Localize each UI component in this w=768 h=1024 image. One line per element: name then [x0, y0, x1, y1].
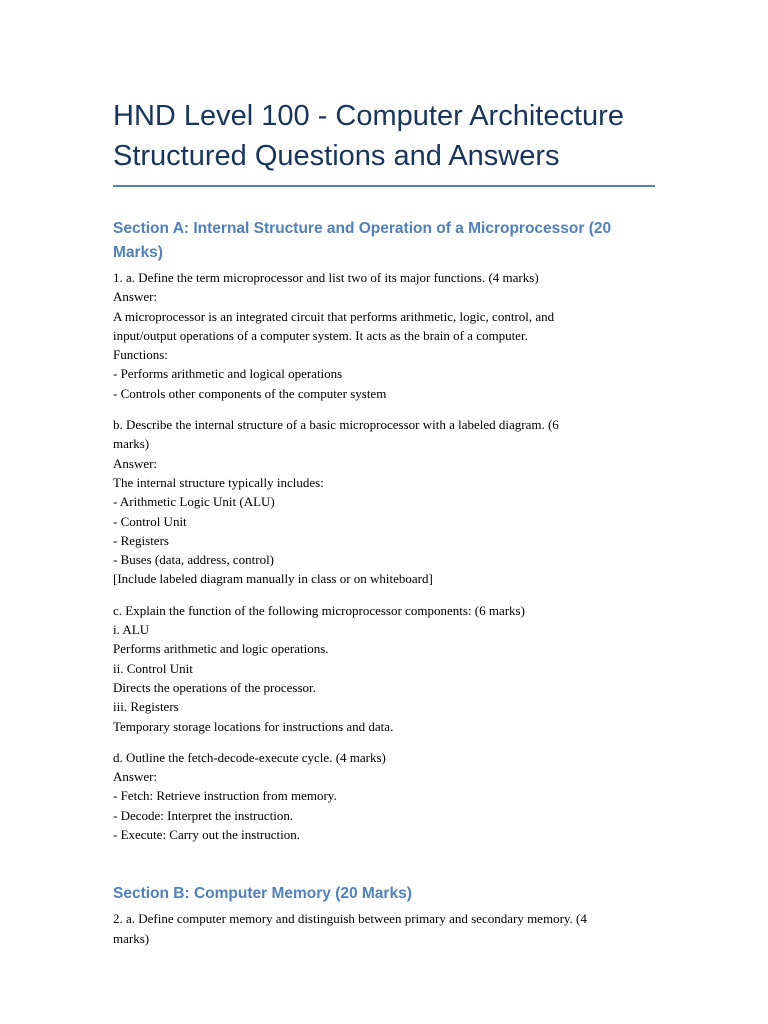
- component-description: Performs arithmetic and logic operations.: [113, 641, 329, 657]
- answer-text: The internal structure typically includes:: [113, 474, 324, 490]
- heading-line: Section A: Internal Structure and Operation of a Microprocessor (20: [113, 220, 612, 237]
- list-item: - Registers: [113, 532, 169, 548]
- list-item: - Performs arithmetic and logical operations: [113, 366, 343, 382]
- title-underline: [113, 185, 655, 187]
- title-line: HND Level 100 - Computer Architecture: [113, 100, 624, 132]
- component-description: Directs the operations of the processor.: [113, 679, 316, 695]
- question-1a: [113, 268, 658, 403]
- document-page: [113, 96, 658, 948]
- list-item: - Controls other components of the computer system: [113, 385, 387, 401]
- list-item: - Fetch: Retrieve instruction from memory.: [113, 788, 337, 804]
- answer-note: [Include labeled diagram manually in class or on whiteboard]: [113, 571, 433, 587]
- question-text: c. Explain the function of the following microprocessor components: (6 marks): [113, 602, 525, 618]
- document-title: [113, 96, 658, 176]
- question-1b: [113, 415, 658, 589]
- answer-text: input/output operations of a computer system. It acts as the brain of a computer.: [113, 327, 528, 343]
- section-a-heading: [113, 217, 658, 265]
- heading-line: Marks): [113, 244, 163, 261]
- section-b-heading: [113, 882, 658, 906]
- question-text: 2. a. Define computer memory and distinguish between primary and secondary memory. (4: [113, 911, 587, 927]
- question-text: b. Describe the internal structure of a basic microprocessor with a labeled diagram. (6: [113, 417, 559, 433]
- question-text: marks): [113, 436, 150, 452]
- title-line: Structured Questions and Answers: [113, 140, 560, 172]
- question-1c: [113, 601, 658, 736]
- question-2a: [113, 909, 658, 948]
- heading-line: Section B: Computer Memory (20 Marks): [113, 885, 412, 903]
- component-label: ii. Control Unit: [113, 660, 193, 676]
- list-item: - Execute: Carry out the instruction.: [113, 827, 301, 843]
- list-item: - Control Unit: [113, 513, 187, 529]
- functions-label: Functions:: [113, 347, 168, 363]
- question-text: 1. a. Define the term microprocessor and list two of its major functions. (4 marks): [113, 270, 539, 285]
- list-item: - Buses (data, address, control): [113, 552, 275, 568]
- answer-label: Answer:: [113, 769, 158, 785]
- component-description: Temporary storage locations for instructions and data.: [113, 718, 394, 734]
- list-item: - Arithmetic Logic Unit (ALU): [113, 494, 275, 510]
- component-label: i. ALU: [113, 622, 150, 638]
- answer-label: Answer:: [113, 289, 158, 305]
- question-text: marks): [113, 930, 150, 946]
- question-1d: [113, 748, 658, 844]
- answer-label: Answer:: [113, 455, 158, 471]
- component-label: iii. Registers: [113, 699, 179, 715]
- question-text: d. Outline the fetch-decode-execute cycle. (4 marks): [113, 749, 386, 765]
- list-item: - Decode: Interpret the instruction.: [113, 807, 294, 823]
- answer-text: A microprocessor is an integrated circuit that performs arithmetic, logic, control, and: [113, 308, 555, 324]
